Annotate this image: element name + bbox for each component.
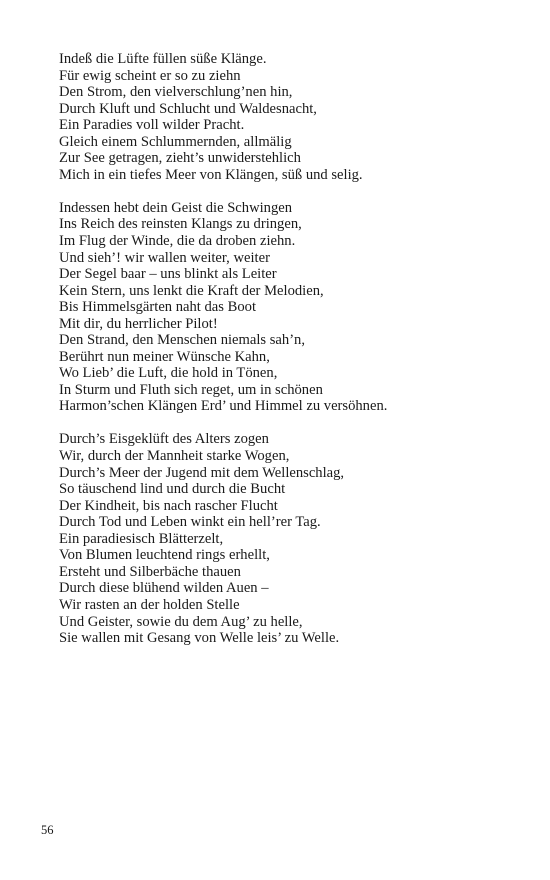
poem-line: Der Kindheit, bis nach rascher Flucht <box>59 497 278 514</box>
poem-line: Mit dir, du herrlicher Pilot! <box>59 315 218 332</box>
poem-line: Den Strom, den vielverschlung’nen hin, <box>59 84 293 101</box>
poem-line: Harmon’schen Klängen Erd’ und Himmel zu versöhnen. <box>59 398 388 415</box>
poem-stanza-2 <box>59 200 519 415</box>
poem-line: Von Blumen leuchtend rings erhellt, <box>59 547 270 564</box>
poem-stanza-1 <box>59 51 519 183</box>
poem-line: Und Geister, sowie du dem Aug’ zu helle, <box>59 613 303 630</box>
poem-line: Indeß die Lüfte füllen süße Klänge. <box>59 51 267 67</box>
poem-line: Wo Lieb’ die Luft, die hold in Tönen, <box>59 365 278 382</box>
page-number: 56 <box>41 823 54 837</box>
poem-line: Ersteht und Silberbäche thauen <box>59 563 241 580</box>
poem-stanza-3 <box>59 431 519 646</box>
poem-line: Indessen hebt dein Geist die Schwingen <box>59 199 293 216</box>
poem-line: Ein paradiesisch Blätterzelt, <box>59 530 224 547</box>
poem-line: Durch Tod und Leben winkt ein hell’rer Tag. <box>59 514 321 531</box>
poem-line: Ein Paradies voll wilder Pracht. <box>59 117 245 134</box>
poem-line: Durch diese blühend wilden Auen – <box>59 580 269 597</box>
poem-line: Wir, durch der Mannheit starke Wogen, <box>59 448 290 465</box>
poem-line: In Sturm und Fluth sich reget, um in schönen <box>59 381 323 398</box>
poem-line: Und sieh’! wir wallen weiter, weiter <box>59 249 270 266</box>
poem-line: So täuschend lind und durch die Bucht <box>59 481 286 498</box>
poem-line: Gleich einem Schlummernden, allmälig <box>59 133 292 150</box>
poem-text <box>59 51 519 663</box>
poem-line: Zur See getragen, zieht’s unwiderstehlich <box>59 150 301 167</box>
poem-line: Mich in ein tiefes Meer von Klängen, süß und selig. <box>59 166 363 183</box>
poem-line: Berührt nun meiner Wünsche Kahn, <box>59 348 270 365</box>
poem-line: Der Segel baar – uns blinkt als Leiter <box>59 266 277 283</box>
poem-line: Für ewig scheint er so zu ziehn <box>59 67 241 84</box>
poem-line: Den Strand, den Menschen niemals sah’n, <box>59 332 306 349</box>
poem-line: Durch Kluft und Schlucht und Waldesnacht, <box>59 100 317 117</box>
poem-line: Sie wallen mit Gesang von Welle leis’ zu Welle. <box>59 630 340 647</box>
poem-line: Bis Himmelsgärten naht das Boot <box>59 299 256 316</box>
poem-line: Durch’s Eisgeklüft des Alters zogen <box>59 431 269 448</box>
poem-line: Ins Reich des reinsten Klangs zu dringen, <box>59 216 302 233</box>
poem-line: Durch’s Meer der Jugend mit dem Wellenschlag, <box>59 464 345 481</box>
poem-line: Im Flug der Winde, die da droben ziehn. <box>59 232 296 249</box>
poem-line: Kein Stern, uns lenkt die Kraft der Melodien, <box>59 282 324 299</box>
poem-line: Wir rasten an der holden Stelle <box>59 596 240 613</box>
